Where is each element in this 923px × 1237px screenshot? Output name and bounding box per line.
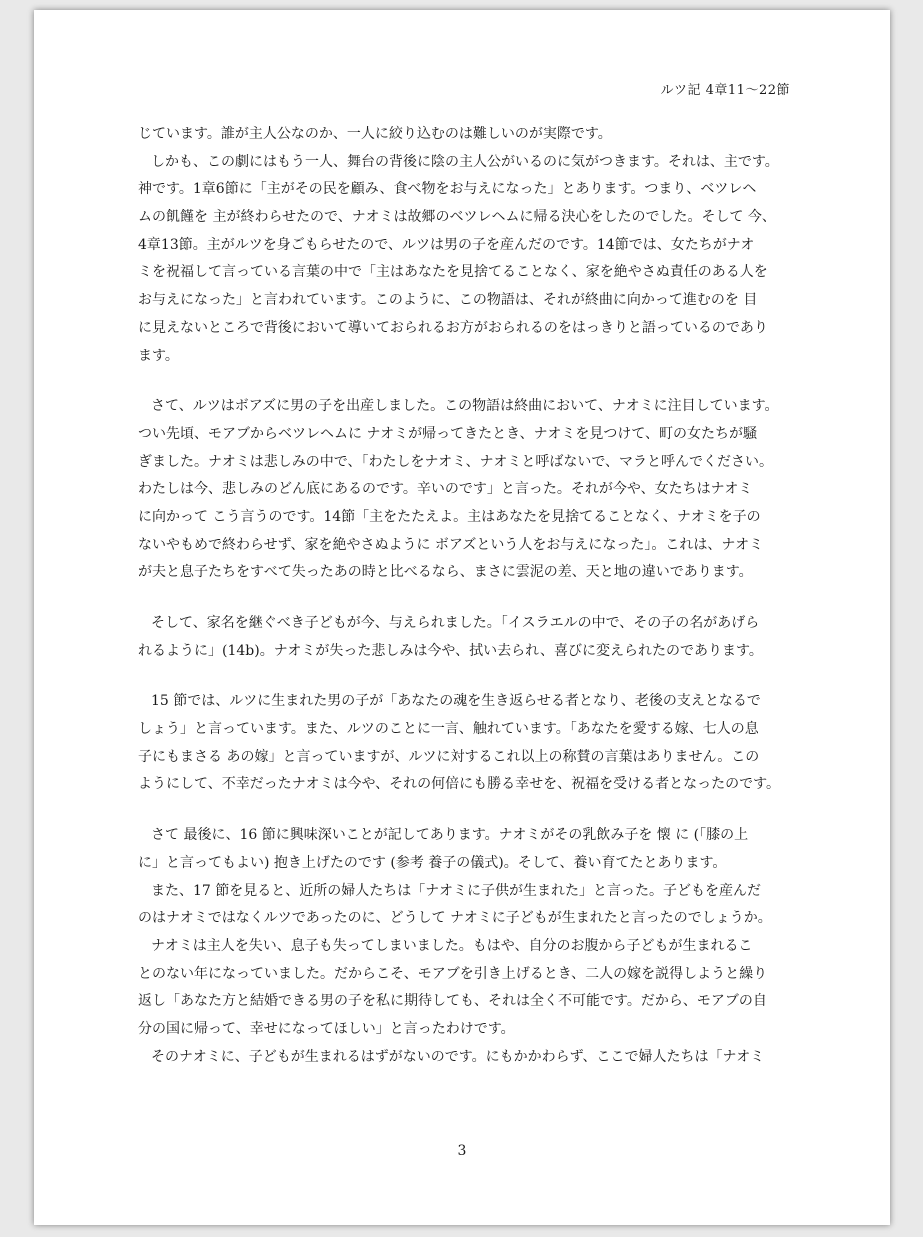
paragraph-line: しょう」と言っています。また、ルツのことに一言、触れています。「あなたを愛する嫁、七人の息 [138,721,759,738]
paragraph-line: 神です。1章6節に「主がその民を顧み、食べ物をお与えになった」とあります。つまり、ベツレヘ [138,181,757,198]
paragraph-line: のはナオミではなくルツであったのに、どうして ナオミに子どもが生まれたと言ったのでしょうか。 [138,910,772,927]
paragraph-line: ナオミは主人を失い、息子も失ってしまいました。もはや、自分のお腹から子どもが生まれるこ [151,937,753,954]
paragraph-line: れるように」(14b)。ナオミが失った悲しみは今や、拭い去られ、喜びに変えられたのであります。 [138,642,763,659]
paragraph-line: とのない年になっていました。だからこそ、モアブを引き上げるとき、二人の嫁を説得しようと繰り [138,965,768,982]
paragraph-line: 15 節では、ルツに生まれた男の子が「あなたの魂を生き返らせる者となり、老後の支えとなるで [151,693,761,710]
paragraph-line: じています。誰が主人公なのか、一人に絞り込むのは難しいのが実際です。 [138,126,612,142]
paragraph-line: 分の国に帰って、幸せになってほしい」と言ったわけです。 [138,1020,515,1037]
paragraph-line: しかも、この劇にはもう一人、舞台の背後に陰の主人公がいるのに気がつきます。それは、主です。 [151,153,779,170]
paragraph-line: お与えになった」と言われています。このように、この物語は、それが終曲に向かって進むのを 目 [138,292,758,309]
paragraph-line: 返し「あなた方と結婚できる男の子を私に期待しても、それは全く不可能です。だから、モアブの自 [138,993,767,1010]
paragraph-line: ないやもめで終わらせず、家を絶やさぬように ボアズという人をお与えになった」。これは、ナオミ [138,536,764,553]
paragraph-line: さて 最後に、16 節に興味深いことが記してあります。ナオミがその乳飲み子を 懐 に (「膝の上 [151,827,749,844]
paragraph-line: に」と言ってもよい) 抱き上げたのです (参考 養子の儀式)。そして、養い育てたとあります。 [138,854,727,871]
paragraph-line: 子にもまさる あの嫁」と言っていますが、ルツに対するこれ以上の称賛の言葉はありません。この [138,748,760,765]
paragraph-line: そして、家名を継ぐべき子どもが今、与えられました。「イスラエルの中で、その子の名があげら [151,615,760,631]
paragraph-line: そのナオミに、子どもが生まれるはずがないのです。にもかかわらず、ここで婦人たちは「ナオミ [151,1048,765,1065]
paragraph-line: ます。 [138,347,179,364]
paragraph-line: に向かって こう言うのです。14節「主をたたえよ。主はあなたを見捨てることなく、ナオミを子の [138,508,761,525]
body-text [138,121,798,1071]
running-header: ルツ記 4章11〜22節 [660,83,790,98]
paragraph-line: わたしは今、悲しみのどん底にあるのです。辛いのです」と言った。それが今や、女たちはナオミ [138,481,753,498]
paragraph-spacer [138,587,798,610]
paragraph-line: 4章13節。主がルツを身ごもらせたので、ルツは男の子を産んだのです。14節では、女たちがナオ [138,236,755,253]
paragraph-line: また、17 節を見ると、近所の婦人たちは「ナオミに子供が生まれた」と言った。子どもを産んだ [151,882,761,899]
paragraph-line: に見えないところで背後において導いておられるお方がおられるのをはっきりと語っているのであり [138,319,768,336]
page-number: 3 [457,1143,467,1159]
paragraph-line: が夫と息子たちをすべて失ったあの時と比べるなら、まさに雲泥の差、天と地の違いであります。 [138,564,753,581]
document-page [34,10,890,1225]
paragraph-line: ムの飢饉を 主が終わらせたので、ナオミは故郷のベツレヘムに帰る決心をしたのでした。そして 今、 [138,209,776,226]
paragraph-line: ミを祝福して言っている言葉の中で「主はあなたを見捨てることなく、家を絶やさぬ責任のある人を [138,264,768,281]
paragraph-line: つい先頃、モアブからベツレヘムに ナオミが帰ってきたとき、ナオミを見つけて、町の女たちが騒 [138,425,758,442]
paragraph-line: ようにして、不幸だったナオミは今や、それの何倍にも勝る幸せを、祝福を受ける者となったのです。 [138,776,781,793]
paragraph-line: ぎました。ナオミは悲しみの中で、「わたしをナオミ、ナオミと呼ばないで、マラと呼んでください。 [138,453,774,470]
paragraph-spacer [138,799,798,822]
paragraph-spacer [138,665,798,688]
paragraph-spacer [138,370,798,393]
paragraph-line: さて、ルツはボアズに男の子を出産しました。この物語は終曲において、ナオミに注目しています。 [151,398,779,415]
